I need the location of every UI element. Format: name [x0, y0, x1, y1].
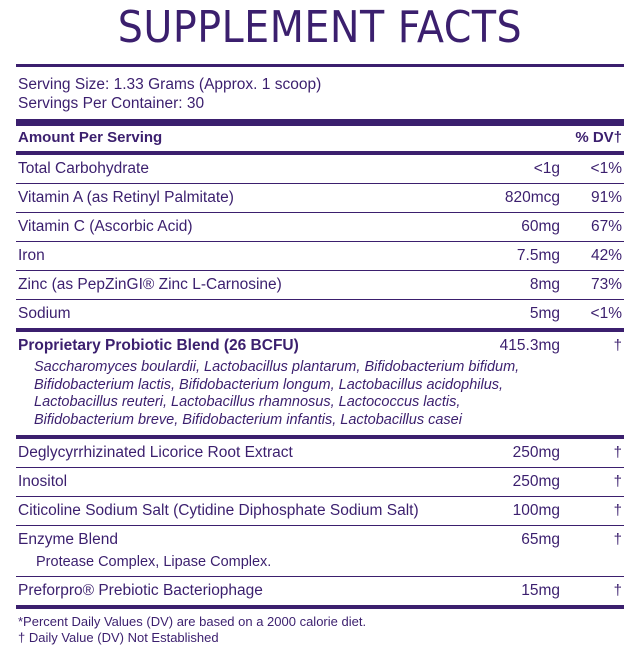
- nutrient-amount: 250mg: [512, 444, 560, 461]
- enzyme-blend-ingredients: Protease Complex, Lipase Complex.: [36, 554, 272, 570]
- servings-per-container-line: Servings Per Container: 30: [18, 95, 205, 112]
- facts-table: [16, 64, 624, 646]
- nutrient-amount: 100mg: [512, 502, 560, 519]
- nutrient-name: Vitamin A (as Retinyl Palmitate): [18, 189, 234, 206]
- nutrient-dv: <1%: [590, 305, 622, 322]
- nutrient-name: Deglycyrrhizinated Licorice Root Extract: [18, 444, 293, 461]
- nutrient-name: Vitamin C (Ascorbic Acid): [18, 218, 193, 235]
- table-row-blend: [16, 332, 624, 358]
- nutrient-name: Sodium: [18, 305, 71, 322]
- serving-size-line: Serving Size: 1.33 Grams (Approx. 1 scoop): [18, 76, 322, 93]
- enzyme-blend-amount: 65mg: [521, 531, 560, 548]
- nutrient-dv: †: [613, 473, 622, 490]
- nutrient-dv: <1%: [590, 160, 622, 177]
- footnote-dv-not-established: † Daily Value (DV) Not Established: [18, 630, 219, 645]
- table-header-row: [16, 126, 624, 151]
- blend-ingredients: Saccharomyces boulardii, Lactobacillus plantarum, Bifidobacterium bifidum, Bifidobacterium lactis, Bifidobacterium longum, Lactobacillus acidophilus, Lactobacillus reuteri, Lactobacillus rhamnosus, Lactococcus lactis, Bifidobacterium breve, Bifidobacterium infantis, Lactobacillus casei: [34, 359, 520, 428]
- table-row: [16, 577, 624, 605]
- nutrient-dv: 91%: [590, 189, 622, 206]
- table-row: [16, 184, 624, 212]
- table-row: [16, 155, 624, 183]
- nutrient-amount: 820mcg: [504, 189, 560, 206]
- blend-dv: †: [613, 337, 622, 354]
- enzyme-blend-name: Enzyme Blend: [18, 531, 118, 548]
- nutrient-amount: 8mg: [529, 276, 560, 293]
- nutrient-dv: †: [613, 502, 622, 519]
- table-row: [16, 439, 624, 467]
- amount-per-serving-label: Amount Per Serving: [18, 129, 163, 146]
- table-row-enzyme: [16, 526, 624, 554]
- nutrient-amount: 7.5mg: [516, 247, 560, 264]
- table-row: [16, 271, 624, 299]
- footnotes: [16, 609, 624, 646]
- footnote-daily-values: *Percent Daily Values (DV) are based on a 2000 calorie diet.: [18, 614, 367, 629]
- percent-dv-label: % DV†: [575, 129, 622, 146]
- nutrient-amount: 15mg: [521, 582, 560, 599]
- nutrient-dv: 67%: [590, 218, 622, 235]
- nutrient-dv: †: [613, 582, 622, 599]
- nutrient-name: Zinc (as PepZinGI® Zinc L-Carnosine): [18, 276, 282, 293]
- nutrient-name: Total Carbohydrate: [18, 160, 149, 177]
- blend-name: Proprietary Probiotic Blend (26 BCFU): [18, 337, 299, 354]
- nutrient-name: Preforpro® Prebiotic Bacteriophage: [18, 582, 263, 599]
- serving-info: [16, 73, 624, 119]
- table-row: [16, 300, 624, 328]
- nutrient-amount: 250mg: [512, 473, 560, 490]
- table-row: [16, 242, 624, 270]
- nutrient-dv: 42%: [590, 247, 622, 264]
- nutrient-name: Iron: [18, 247, 45, 264]
- table-row: [16, 497, 624, 525]
- enzyme-blend-dv: †: [613, 531, 622, 548]
- nutrient-amount: 5mg: [529, 305, 560, 322]
- blend-amount: 415.3mg: [499, 337, 560, 354]
- nutrient-name: Inositol: [18, 473, 68, 490]
- nutrient-amount: 60mg: [521, 218, 560, 235]
- supplement-facts-panel: [0, 2, 640, 645]
- page-title: SUPPLEMENT FACTS: [117, 2, 523, 53]
- nutrient-amount: <1g: [533, 160, 560, 177]
- table-row: [16, 213, 624, 241]
- divider-thick-top: [16, 119, 624, 126]
- nutrient-dv: 73%: [590, 276, 622, 293]
- nutrient-dv: †: [613, 444, 622, 461]
- nutrient-name: Citicoline Sodium Salt (Cytidine Diphosphate Sodium Salt): [18, 502, 419, 519]
- table-row: [16, 468, 624, 496]
